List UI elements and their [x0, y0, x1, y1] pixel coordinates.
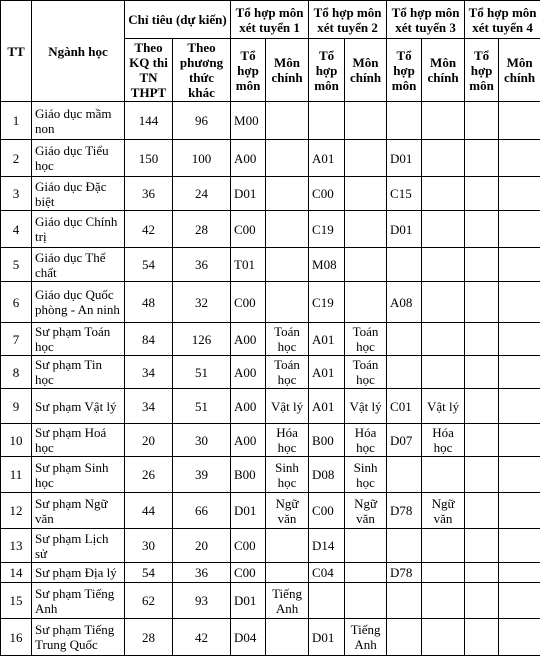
- cell-tohop-3: [387, 248, 422, 282]
- cell-theo-kq: 144: [125, 102, 173, 140]
- cell-mon-chinh-3: [422, 457, 465, 493]
- cell-theo-kq: 26: [125, 457, 173, 493]
- cell-tt: 6: [1, 282, 32, 323]
- cell-mon-chinh-2: [345, 211, 387, 248]
- cell-tohop-4: [465, 323, 499, 356]
- header-tohop-4: Tổ hợp môn xét tuyển 4: [465, 1, 540, 39]
- table-row: [1, 248, 540, 282]
- cell-mon-chinh-2: Tiếng Anh: [345, 619, 387, 656]
- cell-tohop-1: D01: [231, 493, 266, 529]
- cell-nganh: Sư phạm Toán học: [32, 323, 125, 356]
- cell-theo-kq: 30: [125, 529, 173, 563]
- header-mon-chinh-2: Môn chính: [345, 39, 387, 102]
- cell-nganh: Sư phạm Địa lý: [32, 563, 125, 583]
- table-row: [1, 619, 540, 656]
- cell-tohop-2: A01: [309, 323, 345, 356]
- cell-theo-kq: 28: [125, 619, 173, 656]
- cell-theo-pt: 126: [173, 323, 231, 356]
- cell-mon-chinh-2: [345, 529, 387, 563]
- cell-mon-chinh-3: Vật lý: [422, 389, 465, 424]
- cell-tohop-1: D04: [231, 619, 266, 656]
- cell-mon-chinh-3: [422, 102, 465, 140]
- cell-theo-kq: 42: [125, 211, 173, 248]
- cell-mon-chinh-3: [422, 583, 465, 619]
- cell-theo-kq: 54: [125, 563, 173, 583]
- cell-tohop-2: D01: [309, 619, 345, 656]
- cell-tohop-4: [465, 102, 499, 140]
- cell-mon-chinh-1: [266, 529, 309, 563]
- header-nganh: Ngành học: [32, 1, 125, 102]
- header-tohop-2: Tổ hợp môn xét tuyển 2: [309, 1, 387, 39]
- cell-theo-pt: 51: [173, 389, 231, 424]
- cell-nganh: Sư phạm Vật lý: [32, 389, 125, 424]
- cell-tohop-1: C00: [231, 211, 266, 248]
- cell-mon-chinh-2: Toán học: [345, 356, 387, 389]
- cell-tohop-2: [309, 583, 345, 619]
- cell-tohop-4: [465, 529, 499, 563]
- table-row: [1, 583, 540, 619]
- header-tohop-1: Tổ hợp môn xét tuyển 1: [231, 1, 309, 39]
- cell-tohop-1: B00: [231, 457, 266, 493]
- cell-nganh: Sư phạm Tin học: [32, 356, 125, 389]
- cell-tohop-3: D78: [387, 563, 422, 583]
- cell-mon-chinh-3: [422, 177, 465, 211]
- cell-mon-chinh-4: [499, 493, 540, 529]
- cell-mon-chinh-1: [266, 563, 309, 583]
- cell-theo-pt: 32: [173, 282, 231, 323]
- cell-tohop-2: C19: [309, 282, 345, 323]
- cell-tohop-4: [465, 140, 499, 177]
- cell-tt: 2: [1, 140, 32, 177]
- cell-mon-chinh-4: [499, 529, 540, 563]
- cell-mon-chinh-3: [422, 619, 465, 656]
- cell-nganh: Giáo dục Đặc biệt: [32, 177, 125, 211]
- cell-mon-chinh-4: [499, 248, 540, 282]
- cell-mon-chinh-2: [345, 583, 387, 619]
- cell-tohop-2: [309, 102, 345, 140]
- cell-tohop-3: [387, 529, 422, 563]
- cell-mon-chinh-3: [422, 563, 465, 583]
- cell-tohop-4: [465, 389, 499, 424]
- header-tohop-mon-2: Tổ hợp môn: [309, 39, 345, 102]
- header-theo-kq: Theo KQ thi TN THPT: [125, 39, 173, 102]
- cell-mon-chinh-3: [422, 323, 465, 356]
- cell-theo-kq: 44: [125, 493, 173, 529]
- cell-mon-chinh-3: [422, 248, 465, 282]
- cell-tohop-2: B00: [309, 424, 345, 457]
- cell-tohop-1: A00: [231, 356, 266, 389]
- cell-tohop-2: C04: [309, 563, 345, 583]
- cell-tohop-1: D01: [231, 583, 266, 619]
- table-body: [1, 102, 540, 656]
- cell-mon-chinh-2: [345, 248, 387, 282]
- cell-tohop-1: C00: [231, 563, 266, 583]
- cell-mon-chinh-2: [345, 140, 387, 177]
- cell-theo-pt: 51: [173, 356, 231, 389]
- cell-theo-pt: 28: [173, 211, 231, 248]
- cell-tohop-3: C01: [387, 389, 422, 424]
- cell-tohop-3: [387, 583, 422, 619]
- header-chitieu: Chỉ tiêu (dự kiến): [125, 1, 231, 39]
- cell-mon-chinh-1: Ngữ văn: [266, 493, 309, 529]
- cell-tohop-3: [387, 323, 422, 356]
- cell-tt: 10: [1, 424, 32, 457]
- cell-mon-chinh-4: [499, 619, 540, 656]
- table-row: [1, 140, 540, 177]
- cell-nganh: Sư phạm Tiếng Anh: [32, 583, 125, 619]
- cell-tohop-2: M08: [309, 248, 345, 282]
- cell-tt: 12: [1, 493, 32, 529]
- table-row: [1, 424, 540, 457]
- cell-tohop-3: D07: [387, 424, 422, 457]
- cell-theo-pt: 24: [173, 177, 231, 211]
- table-row: [1, 211, 540, 248]
- cell-mon-chinh-1: [266, 102, 309, 140]
- cell-mon-chinh-3: [422, 356, 465, 389]
- cell-tt: 8: [1, 356, 32, 389]
- table-row: [1, 282, 540, 323]
- cell-tt: 16: [1, 619, 32, 656]
- cell-mon-chinh-4: [499, 323, 540, 356]
- cell-theo-pt: 100: [173, 140, 231, 177]
- cell-tohop-4: [465, 583, 499, 619]
- cell-tohop-3: [387, 356, 422, 389]
- cell-tt: 14: [1, 563, 32, 583]
- table-row: [1, 389, 540, 424]
- table-row: [1, 356, 540, 389]
- cell-nganh: Sư phạm Tiếng Trung Quốc: [32, 619, 125, 656]
- cell-tohop-3: D01: [387, 140, 422, 177]
- cell-mon-chinh-1: [266, 619, 309, 656]
- table-row: [1, 177, 540, 211]
- cell-tohop-4: [465, 457, 499, 493]
- cell-tohop-3: D78: [387, 493, 422, 529]
- cell-tohop-1: T01: [231, 248, 266, 282]
- cell-mon-chinh-4: [499, 424, 540, 457]
- cell-theo-pt: 30: [173, 424, 231, 457]
- cell-tohop-2: C00: [309, 177, 345, 211]
- table-row: [1, 493, 540, 529]
- header-mon-chinh-3: Môn chính: [422, 39, 465, 102]
- cell-mon-chinh-3: Ngữ văn: [422, 493, 465, 529]
- cell-mon-chinh-2: Vật lý: [345, 389, 387, 424]
- cell-tohop-1: A00: [231, 424, 266, 457]
- cell-nganh: Sư phạm Sinh học: [32, 457, 125, 493]
- cell-tohop-2: A01: [309, 140, 345, 177]
- cell-theo-pt: 42: [173, 619, 231, 656]
- cell-tohop-4: [465, 424, 499, 457]
- cell-mon-chinh-3: [422, 211, 465, 248]
- cell-mon-chinh-2: [345, 282, 387, 323]
- cell-nganh: Sư phạm Hoá học: [32, 424, 125, 457]
- cell-tohop-2: C19: [309, 211, 345, 248]
- cell-tt: 11: [1, 457, 32, 493]
- cell-theo-pt: 20: [173, 529, 231, 563]
- cell-tohop-2: D14: [309, 529, 345, 563]
- cell-tohop-1: D01: [231, 177, 266, 211]
- cell-mon-chinh-4: [499, 356, 540, 389]
- cell-theo-kq: 150: [125, 140, 173, 177]
- cell-tohop-4: [465, 493, 499, 529]
- cell-mon-chinh-1: [266, 248, 309, 282]
- header-mon-chinh-4: Môn chính: [499, 39, 540, 102]
- cell-mon-chinh-2: Hóa học: [345, 424, 387, 457]
- cell-tohop-1: M00: [231, 102, 266, 140]
- cell-tt: 7: [1, 323, 32, 356]
- cell-theo-kq: 34: [125, 356, 173, 389]
- cell-tohop-2: D08: [309, 457, 345, 493]
- cell-mon-chinh-4: [499, 211, 540, 248]
- cell-tohop-4: [465, 248, 499, 282]
- cell-nganh: Giáo dục Chính trị: [32, 211, 125, 248]
- table-row: [1, 102, 540, 140]
- cell-tohop-2: C00: [309, 493, 345, 529]
- cell-tohop-3: A08: [387, 282, 422, 323]
- cell-tt: 15: [1, 583, 32, 619]
- cell-tohop-3: [387, 102, 422, 140]
- cell-tohop-1: A00: [231, 140, 266, 177]
- header-tohop-mon-3: Tổ hợp môn: [387, 39, 422, 102]
- cell-tohop-4: [465, 211, 499, 248]
- cell-tohop-3: C15: [387, 177, 422, 211]
- cell-mon-chinh-1: [266, 282, 309, 323]
- cell-tt: 4: [1, 211, 32, 248]
- cell-mon-chinh-1: [266, 140, 309, 177]
- cell-mon-chinh-1: Toán học: [266, 356, 309, 389]
- cell-tt: 1: [1, 102, 32, 140]
- cell-tt: 13: [1, 529, 32, 563]
- cell-mon-chinh-3: Hóa học: [422, 424, 465, 457]
- cell-mon-chinh-1: Tiếng Anh: [266, 583, 309, 619]
- cell-tohop-2: A01: [309, 356, 345, 389]
- cell-theo-pt: 96: [173, 102, 231, 140]
- header-tohop-3: Tổ hợp môn xét tuyển 3: [387, 1, 465, 39]
- cell-mon-chinh-2: Ngữ văn: [345, 493, 387, 529]
- cell-mon-chinh-3: [422, 140, 465, 177]
- cell-theo-kq: 36: [125, 177, 173, 211]
- cell-theo-kq: 54: [125, 248, 173, 282]
- cell-nganh: Giáo dục Thể chất: [32, 248, 125, 282]
- cell-tt: 5: [1, 248, 32, 282]
- cell-theo-pt: 39: [173, 457, 231, 493]
- cell-mon-chinh-4: [499, 177, 540, 211]
- cell-mon-chinh-1: [266, 177, 309, 211]
- cell-mon-chinh-1: [266, 211, 309, 248]
- cell-mon-chinh-2: [345, 563, 387, 583]
- header-tohop-mon-4: Tổ hợp môn: [465, 39, 499, 102]
- cell-tohop-1: A00: [231, 389, 266, 424]
- cell-tt: 3: [1, 177, 32, 211]
- cell-mon-chinh-1: Vật lý: [266, 389, 309, 424]
- table-row: [1, 323, 540, 356]
- cell-mon-chinh-2: [345, 177, 387, 211]
- cell-theo-pt: 36: [173, 563, 231, 583]
- cell-mon-chinh-4: [499, 282, 540, 323]
- cell-mon-chinh-4: [499, 563, 540, 583]
- cell-nganh: Sư phạm Lịch sử: [32, 529, 125, 563]
- cell-nganh: Sư phạm Ngữ văn: [32, 493, 125, 529]
- cell-mon-chinh-2: [345, 102, 387, 140]
- cell-mon-chinh-2: Sinh học: [345, 457, 387, 493]
- cell-nganh: Giáo dục Quốc phòng - An ninh: [32, 282, 125, 323]
- cell-theo-pt: 66: [173, 493, 231, 529]
- cell-tohop-3: [387, 619, 422, 656]
- cell-mon-chinh-1: Sinh học: [266, 457, 309, 493]
- cell-nganh: Giáo dục mầm non: [32, 102, 125, 140]
- cell-theo-kq: 34: [125, 389, 173, 424]
- cell-mon-chinh-4: [499, 102, 540, 140]
- cell-mon-chinh-3: [422, 529, 465, 563]
- cell-theo-kq: 84: [125, 323, 173, 356]
- cell-theo-kq: 48: [125, 282, 173, 323]
- table-row: [1, 563, 540, 583]
- cell-tohop-1: A00: [231, 323, 266, 356]
- cell-tohop-3: [387, 457, 422, 493]
- cell-tt: 9: [1, 389, 32, 424]
- cell-tohop-4: [465, 619, 499, 656]
- cell-tohop-4: [465, 177, 499, 211]
- cell-tohop-4: [465, 563, 499, 583]
- header-tt: TT: [1, 1, 32, 102]
- cell-theo-pt: 36: [173, 248, 231, 282]
- cell-tohop-4: [465, 356, 499, 389]
- header-theo-pt: Theo phương thức khác: [173, 39, 231, 102]
- cell-mon-chinh-4: [499, 457, 540, 493]
- cell-mon-chinh-4: [499, 389, 540, 424]
- table-row: [1, 529, 540, 563]
- table-row: [1, 457, 540, 493]
- cell-mon-chinh-3: [422, 282, 465, 323]
- cell-tohop-2: A01: [309, 389, 345, 424]
- header-tohop-mon-1: Tổ hợp môn: [231, 39, 266, 102]
- header-mon-chinh-1: Môn chính: [266, 39, 309, 102]
- cell-nganh: Giáo dục Tiểu học: [32, 140, 125, 177]
- cell-tohop-4: [465, 282, 499, 323]
- cell-mon-chinh-1: Toán học: [266, 323, 309, 356]
- cell-mon-chinh-2: Toán học: [345, 323, 387, 356]
- cell-mon-chinh-1: Hóa học: [266, 424, 309, 457]
- cell-theo-kq: 20: [125, 424, 173, 457]
- cell-tohop-1: C00: [231, 529, 266, 563]
- cell-tohop-1: C00: [231, 282, 266, 323]
- cell-theo-kq: 62: [125, 583, 173, 619]
- cell-mon-chinh-4: [499, 583, 540, 619]
- cell-mon-chinh-4: [499, 140, 540, 177]
- cell-theo-pt: 93: [173, 583, 231, 619]
- cell-tohop-3: D01: [387, 211, 422, 248]
